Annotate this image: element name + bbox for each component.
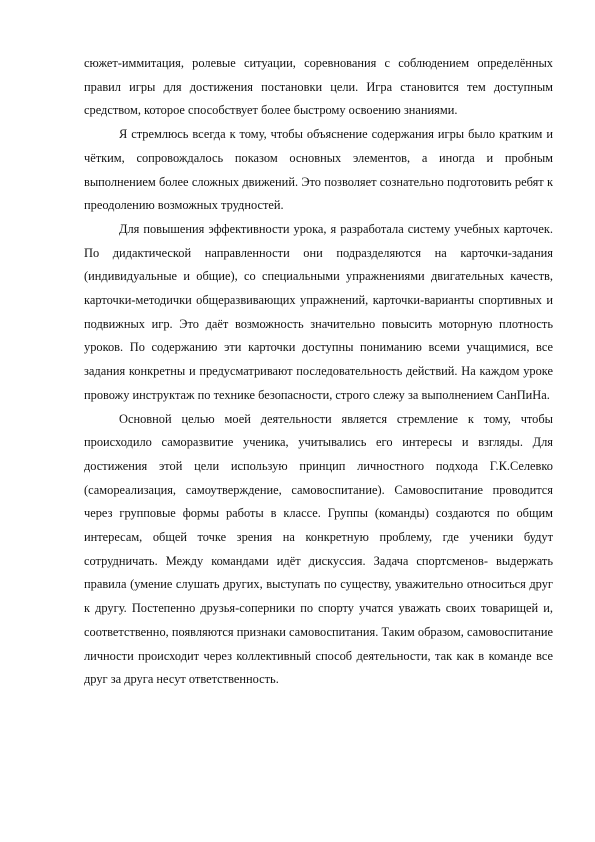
paragraph-2: Я стремлюсь всегда к тому, чтобы объяснение содержания игры было кратким и чётким, сопровождалось показом основных элементов, а иногда и пробным выполнением более сложных движений. Это позволяет сознательно подготовить ребят к преодолению возможных трудностей. <box>84 127 553 213</box>
paragraph-4: Основной целью моей деятельности является стремление к тому, чтобы происходило саморазвитие ученика, учитывались его интересы и взгляды. Для достижения этой цели использую принцип личностного подхода Г.К.Селевко (самореализация, самоутверждение, самовоспитание). Самовоспитание проводится через групповые формы работы в классе. Группы (команды) создаются по общим интересам, общей точке зрения на конкретную проблему, где ученики будут сотрудничать. Между командами идёт дискуссия. Задача спортсменов- выдержать правила (умение слушать других, выступать по существу, уважительно относиться друг к другу. Постепенно друзья-соперники по спорту учатся уважать своих товарищей и, соответственно, появляются признаки самовоспитания. Таким образом, самовоспитание личности происходит через коллективный способ деятельности, так как в команде все друг за друга несут ответственность. <box>84 411 553 687</box>
document-body <box>84 52 553 692</box>
paragraph-1: сюжет-иммитация, ролевые ситуации, соревнования с соблюдением определённых правил игры для достижения постановки цели. Игра становится тем доступным средством, которое способствует более быстрому освоению знаниями. <box>84 56 553 118</box>
paragraph-3: Для повышения эффективности урока, я разработала систему учебных карточек. По дидактической направленности они подразделяются на карточки-задания (индивидуальные и общие), со специальными упражнениями двигательных качеств, карточки-методички общеразвивающих упражнений, карточки-варианты спортивных и подвижных игр. Это даёт возможность значительно повысить моторную плотность уроков. По содержанию эти карточки доступны пониманию всеми учащимися, все задания конкретны и предусматривают последовательность действий. На каждом уроке провожу инструктаж по технике безопасности, строго слежу за выполнением СанПиНа. <box>84 221 553 402</box>
